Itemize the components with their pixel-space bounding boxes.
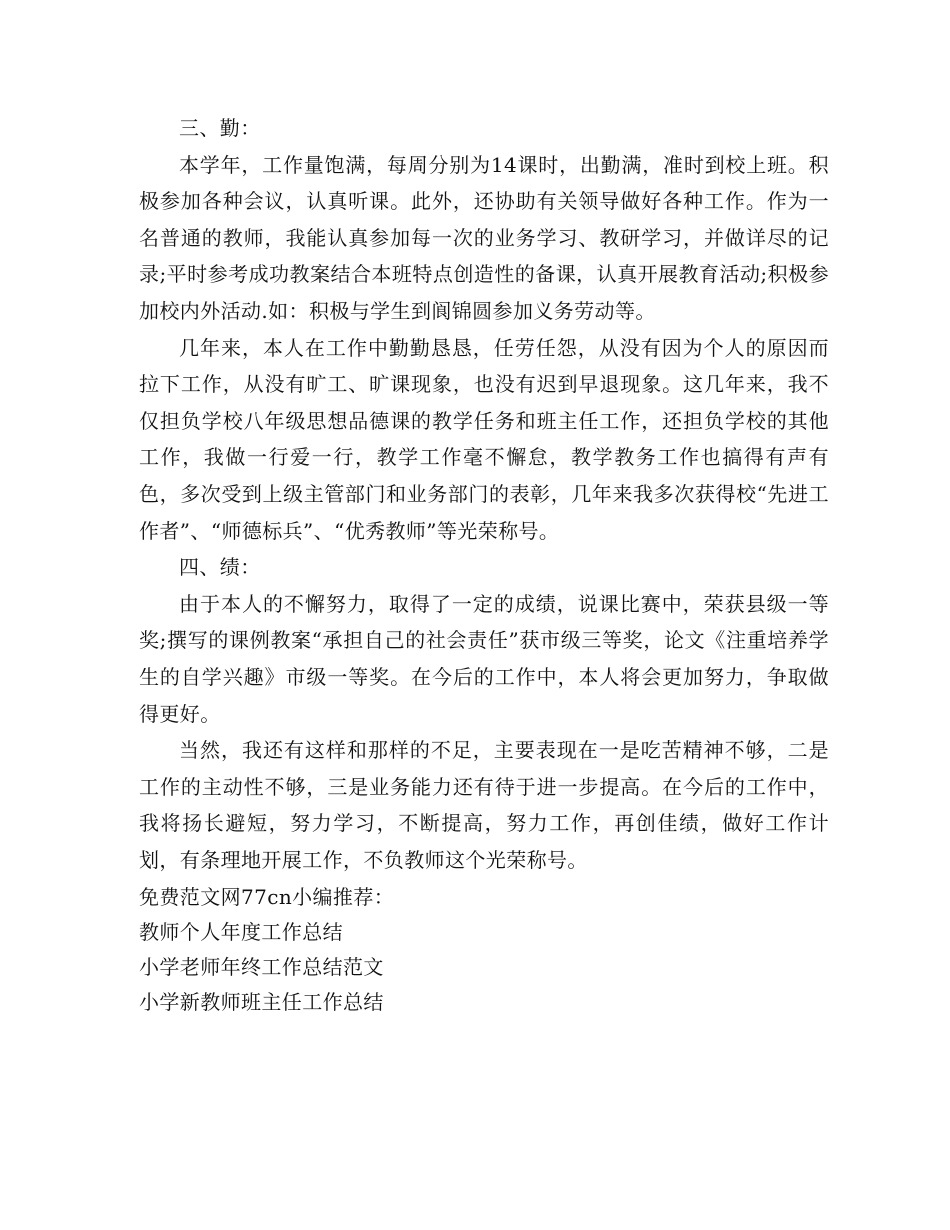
paragraph-years-of-work: 几年来，本人在工作中勤勤恳恳，任劳任怨，从没有因为个人的原因而拉下工作，从没有旷工、旷课现象，也没有迟到早退现象。这几年来，我不仅担负学校八年级思想品德课的教学任务和班主任工作，还担负学校的其他工作，我做一行爱一行，教学工作毫不懈怠，教学教务工作也搞得有声有色，多次受到上级主管部门和业务部门的表彰，几年来我多次获得校“先进工作者”、“师德标兵”、“优秀教师”等光荣称号。 [139,335,829,543]
paragraph-workload: 本学年，工作量饱满，每周分别为14课时，出勤满，准时到校上班。积极参加各种会议，认真听课。此外，还协助有关领导做好各种工作。作为一名普通的教师，我能认真参加每一次的业务学习、教研学习，并做详尽的记录;平时参考成功教案结合本班特点创造性的备课，认真开展教育活动;积极参加校内外活动.如：积极与学生到阆锦圆参加义务劳动等。 [139,152,829,323]
paragraph-awards: 由于本人的不懈努力，取得了一定的成绩，说课比赛中，荣获县级一等奖;撰写的课例教案“承担自己的社会责任”获市级三等奖，论文《注重培养学生的自学兴趣》市级一等奖。在今后的工作中，本人将会更加努力，争取做得更好。 [139,591,829,726]
section-heading-achievements: 四、绩： [179,555,261,580]
recommend-section [139,880,829,1020]
recommend-intro: 免费范文网77cn小编推荐： [139,885,395,910]
section-heading-diligence: 三、勤： [179,116,261,140]
recommend-link[interactable]: 小学老师年终工作总结范文 [139,955,384,980]
paragraph-shortcomings: 当然，我还有这样和那样的不足，主要表现在一是吃苦精神不够，二是工作的主动性不够，三是业务能力还有待于进一步提高。在今后的工作中，我将扬长避短，努力学习，不断提高，努力工作，再创佳绩，做好工作计划，有条理地开展工作，不负教师这个光荣称号。 [139,738,829,872]
document-body [139,110,829,1020]
recommend-link[interactable]: 教师个人年度工作总结 [139,920,343,945]
recommend-link[interactable]: 小学新教师班主任工作总结 [139,990,384,1015]
